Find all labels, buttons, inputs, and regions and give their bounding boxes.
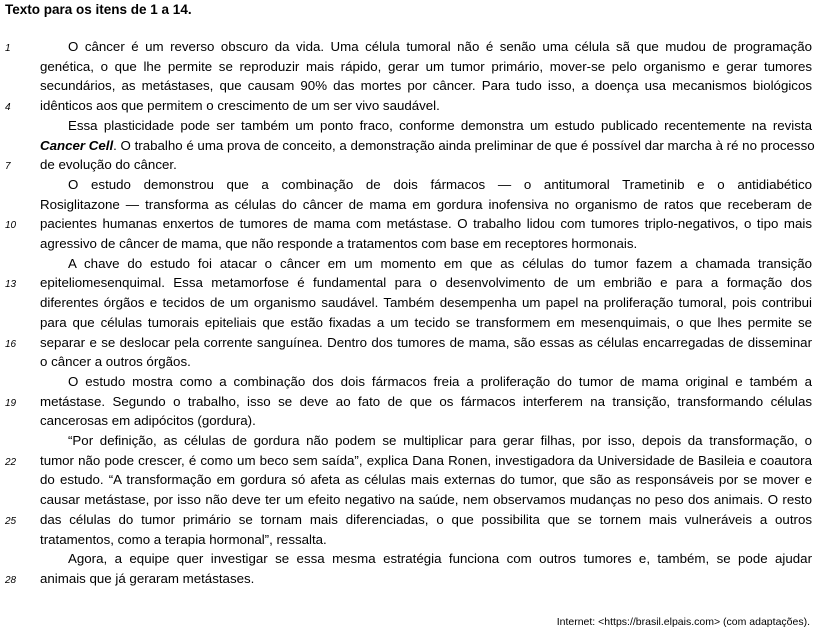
text-line: tumor não pode crescer, é como um beco sem saída”, explica Dana Ronen, investigadora da Universidade de Basileia e coautora xyxy=(40,452,812,468)
text-line: O estudo mostra como a combinação dos dois fármacos freia a proliferação do tumor de mama original e também a xyxy=(68,373,812,389)
text-line: cancerosas em adipócitos (gordura). xyxy=(40,413,256,429)
line-number: 13 xyxy=(5,279,17,291)
text-line: de evolução do câncer. xyxy=(40,157,177,173)
text-line: pacientes humanas enxertos de tumores de mama com metástase. O trabalho lidou com tumores triplo-negativos, o tipo mais xyxy=(40,216,812,232)
text-line: metástase. Segundo o trabalho, isso se deve ao fato de que os fármacos interferem na transição, transformando células xyxy=(40,393,812,409)
text-line: animais que já geraram metástases. xyxy=(40,570,255,586)
text-line-rest: . O trabalho é uma prova de conceito, a demonstração ainda preliminar de que é possível dar marcha à ré no processo xyxy=(113,137,815,153)
line-number: 1 xyxy=(5,43,11,54)
line-number: 10 xyxy=(5,220,17,232)
text-line: idênticos aos que permitem o crescimento de um ser vivo saudável. xyxy=(40,98,440,114)
text-line: genética, o que lhe permite se reproduzir mais rápido, gerar um tumor primário, mover-se pelo organismo e gerar tumores xyxy=(40,58,812,74)
text-line: das células do tumor primário se tornam mais diferenciadas, o que possibilita que se tornem mais vulneráveis a outros xyxy=(40,511,812,527)
text-line: causar metástase, por isso não deve ter um efeito negativo na saúde, nem observamos mudanças no peso dos animais. O resto xyxy=(40,492,812,508)
text-line: A chave do estudo foi atacar o câncer em um momento em que as células do tumor fazem a chamada transição xyxy=(68,255,812,271)
text-line: secundários, as metástases, que causam 90% das mortes por câncer. Para tudo isso, a doença usa mecanismos biológicos xyxy=(40,78,812,94)
text-heading: Texto para os itens de 1 a 14. xyxy=(5,2,192,17)
text-line: tratamentos, como a terapia hormonal”, ressalta. xyxy=(40,531,327,547)
text-line: O estudo demonstrou que a combinação de dois fármacos — o antitumoral Trametinib e o antidiabético xyxy=(68,176,812,192)
line-number: 4 xyxy=(5,102,11,114)
line-number: 19 xyxy=(5,397,17,409)
text-line: Rosiglitazone — transforma as células do câncer de mama em gordura inofensiva no organismo de ratos que receberam de xyxy=(40,196,812,212)
line-number: 28 xyxy=(5,574,17,586)
line-number: 7 xyxy=(5,161,11,173)
text-line: para que células tumorais epiteliais que estão fixadas a um tecido se transformem em mesenquimais, o que lhes permite se xyxy=(40,314,812,330)
text-line: “Por definição, as células de gordura não podem se multiplicar para gerar filhas, por isso, depois da transformação, o xyxy=(68,433,812,448)
text-line: Agora, a equipe quer investigar se essa mesma estratégia funciona com outros tumores e, também, se pode ajudar xyxy=(68,551,812,567)
line-number: 16 xyxy=(5,338,17,350)
text-line: do estudo. “A transformação em gordura só afeta as células mais externas do tumor, que são as responsáveis por se mover e xyxy=(40,472,812,488)
text-line: O câncer é um reverso obscuro da vida. Uma célula tumoral não é senão uma célula sã que mudou de programação xyxy=(68,39,812,54)
text-line xyxy=(40,136,815,156)
text-line: Essa plasticidade pode ser também um ponto fraco, conforme demonstra um estudo publicado recentemente na revista xyxy=(68,117,812,133)
text-line: separar e se deslocar pela corrente sanguínea. Dentro dos tumores de mama, são essas as células encarregadas de disseminar xyxy=(40,334,812,350)
text-line: agressivo de câncer de mama, que não responde a tratamentos com base em receptores hormonais. xyxy=(40,236,638,251)
text-line: diferentes órgãos e tecidos de um organismo saudável. Também desempenha um papel na proliferação tumoral, pois contribui xyxy=(40,295,812,311)
text-line: epiteliomesenquimal. Essa metamorfose é fundamental para o desenvolvimento de um embrião e para a formação dos xyxy=(40,275,812,291)
line-number: 25 xyxy=(5,515,17,527)
source-citation: Internet: <https://brasil.elpais.com> (com adaptações). xyxy=(556,616,810,628)
journal-name: Cancer Cell xyxy=(40,137,114,153)
line-number: 22 xyxy=(5,456,17,468)
text-line: o câncer a outros órgãos. xyxy=(40,354,191,370)
